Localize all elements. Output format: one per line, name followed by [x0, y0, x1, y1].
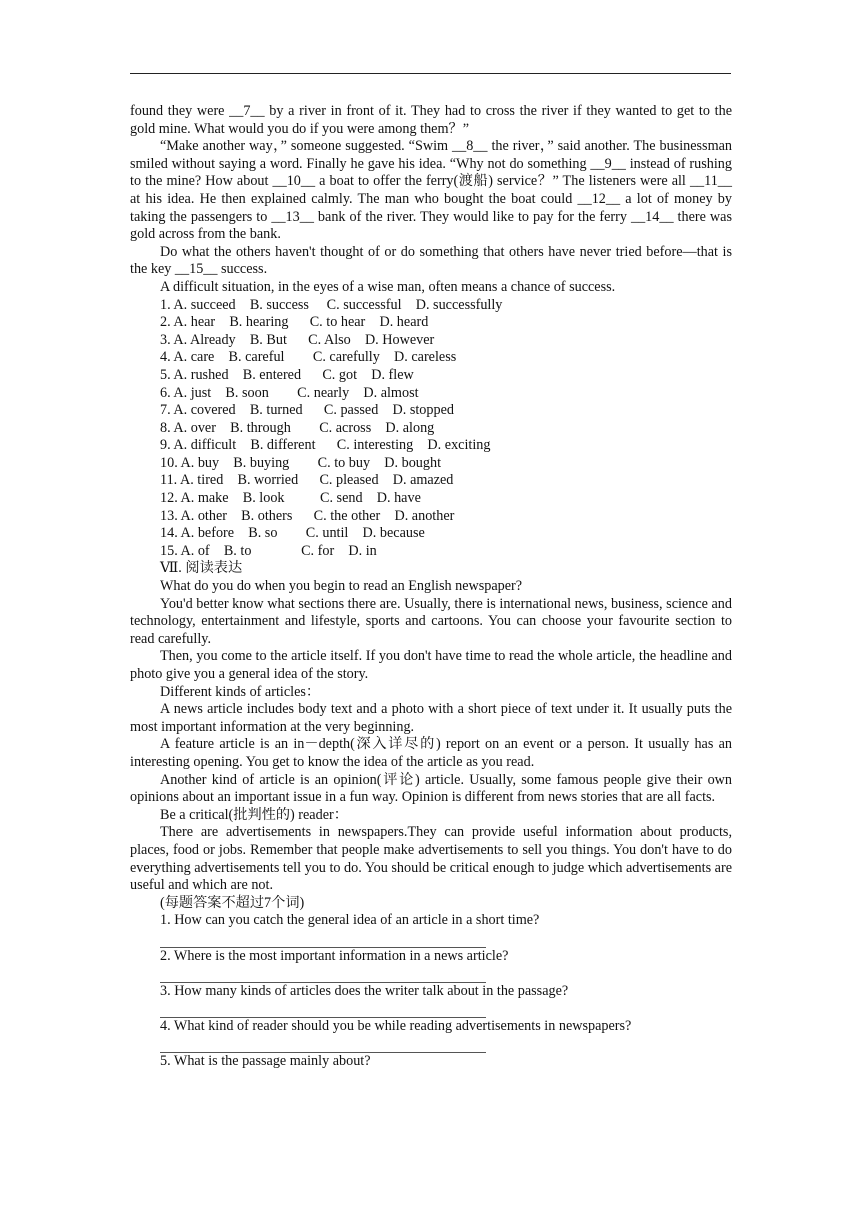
cloze-paragraph-1: found they were __7__ by a river in front of it. They had to cross the river if they wanted to get to the gold mine. What would you do if you were among them？”	[130, 103, 732, 137]
option-line-5: 5. A. rushed B. entered C. got D. flew	[160, 366, 414, 383]
option-line-13: 13. A. other B. others C. the other D. another	[160, 507, 455, 524]
cloze-paragraph-4: A difficult situation, in the eyes of a wise man, often means a chance of success.	[160, 278, 616, 295]
cloze-paragraph-3: Do what the others haven't thought of or do something that others have never tried before—that is the key __15__ success.	[130, 243, 732, 278]
question-3: 3. How many kinds of articles does the writer talk about in the passage?	[160, 982, 569, 999]
reading-paragraph-1: You'd better know what sections there are. Usually, there is international news, business, science and technology, entertainment and lifestyle, sports and cartoons. You can choose your favourite section to read carefully.	[130, 595, 732, 647]
answer-line-4[interactable]	[160, 1035, 486, 1053]
option-line-4: 4. A. care B. careful C. carefully D. careless	[160, 349, 457, 366]
option-line-6: 6. A. just B. soon C. nearly D. almost	[160, 384, 419, 401]
cloze-paragraph-2: “Make another way，” someone suggested. “Swim __8__ the river，” said another. The businessman smiled without saying a word. Finally he gave his idea. “Why not do something __9__ instead of rushing to the mine? How about __10__ a boat to offer the ferry(渡船) service？” The listeners were all __11__ at his idea. He then explained calmly. The man who bought the boat could __12__ a lot of money by taking the passengers to __13__ bank of the river. They would like to pay for the ferry __14__ there was gold across from the bank.	[130, 138, 732, 243]
reading-paragraph-8: There are advertisements in newspapers.They can provide useful information about products, places, food or jobs. Remember that people make advertisements to sell you things. You don't have to do everything advertisements tell you to do. You should be critical enough to judge which advertisements are useful and which are not.	[130, 824, 732, 894]
question-2: 2. Where is the most important information in a news article?	[160, 947, 509, 964]
option-line-7: 7. A. covered B. turned C. passed D. stopped	[160, 402, 454, 419]
reading-intro: What do you do when you begin to read an English newspaper?	[160, 578, 523, 595]
option-line-15: 15. A. of B. to C. for D. in	[160, 542, 377, 559]
question-1: 1. How can you catch the general idea of an article in a short time?	[160, 912, 540, 929]
option-line-9: 9. A. difficult B. different C. interesting D. exciting	[160, 437, 491, 454]
section-heading: Ⅶ. 阅读表达	[160, 560, 243, 577]
option-line-1: 1. A. succeed B. success C. successful D. successfully	[160, 296, 503, 313]
option-line-12: 12. A. make B. look C. send D. have	[160, 490, 421, 507]
reading-paragraph-3: Different kinds of articles：	[160, 683, 321, 700]
answer-line-1[interactable]	[160, 930, 486, 948]
reading-paragraph-5: A feature article is an in－depth(深入详尽的) report on an event or a person. It usually has an interesting opening. You get to know the idea of the article as you read.	[130, 736, 732, 770]
question-4: 4. What kind of reader should you be while reading advertisements in newspapers?	[160, 1017, 632, 1034]
answer-line-3[interactable]	[160, 1000, 486, 1018]
option-line-2: 2. A. hear B. hearing C. to hear D. heard	[160, 314, 429, 331]
option-line-3: 3. A. Already B. But C. Also D. However	[160, 331, 435, 348]
reading-paragraph-2: Then, you come to the article itself. If you don't have time to read the whole article, the headline and photo give you a general idea of the story.	[130, 648, 732, 682]
header-rule	[130, 73, 731, 74]
reading-paragraph-4: A news article includes body text and a photo with a short piece of text under it. It usually puts the most important information at the very beginning.	[130, 701, 732, 735]
answer-line-2[interactable]	[160, 965, 486, 983]
question-5: 5. What is the passage mainly about?	[160, 1053, 371, 1070]
answer-note: (每题答案不超过7个词)	[160, 894, 305, 911]
option-line-8: 8. A. over B. through C. across D. along	[160, 419, 435, 436]
reading-paragraph-7: Be a critical(批判性的) reader：	[160, 806, 348, 823]
option-line-10: 10. A. buy B. buying C. to buy D. bought	[160, 454, 442, 471]
reading-paragraph-6: Another kind of article is an opinion(评论) article. Usually, some famous people give their own opinions about an important issue in a fun way. Opinion is different from news stories that are all facts.	[130, 771, 732, 806]
option-line-14: 14. A. before B. so C. until D. because	[160, 525, 425, 542]
document-body	[130, 103, 732, 1071]
option-line-11: 11. A. tired B. worried C. pleased D. amazed	[160, 472, 454, 489]
